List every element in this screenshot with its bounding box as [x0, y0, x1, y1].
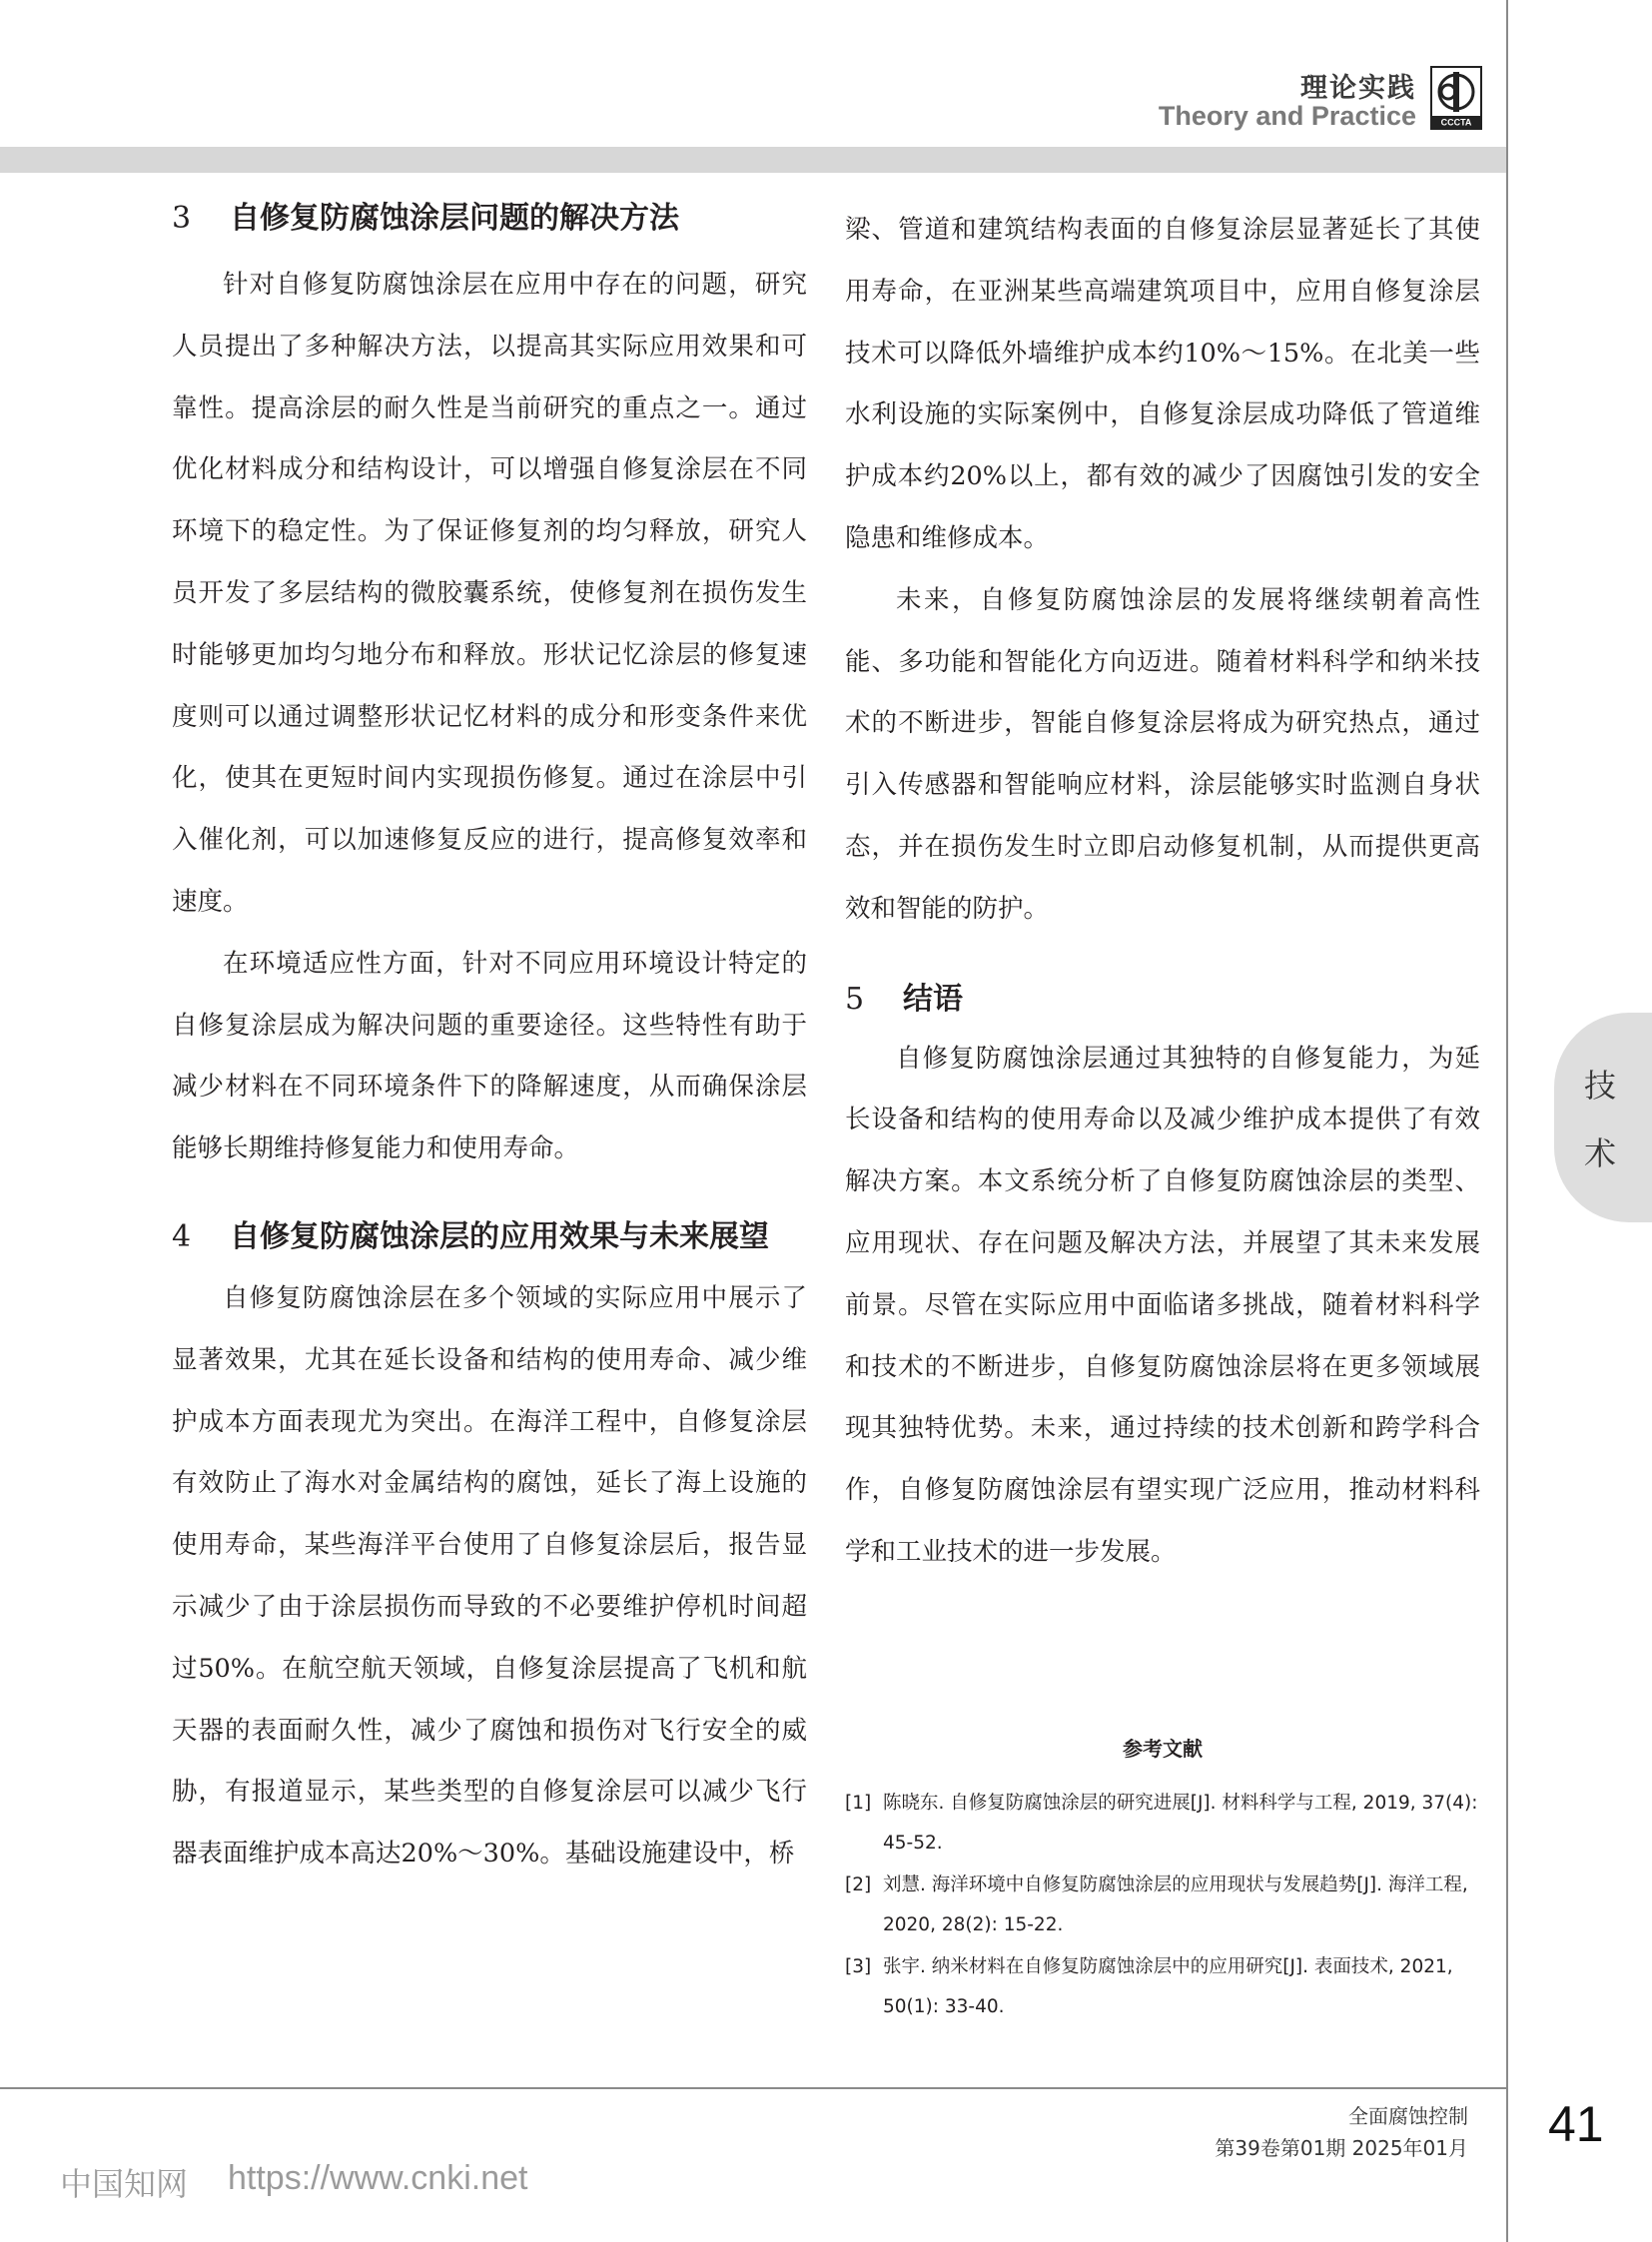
side-tab-char: 术 — [1584, 1134, 1617, 1172]
section-3-heading — [172, 200, 807, 238]
side-tab-char: 技 — [1584, 1067, 1617, 1105]
section-4-continuation: 梁、管道和建筑结构表面的自修复涂层显著延长了其使用寿命，在亚洲某些高端建筑项目中，应用自修复涂层技术可以降低外墙维护成本约10%～15%。在北美一些水利设施的实际案例中，自修复涂层成功降低了管道维护成本约20%以上，都有效的减少了因腐蚀引发的安全隐患和维修成本。 — [845, 215, 1480, 553]
section-3-paragraph-1: 针对自修复防腐蚀涂层在应用中存在的问题，研究人员提出了多种解决方法，以提高其实际应用效果和可靠性。提高涂层的耐久性是当前研究的重点之一。通过优化材料成分和结构设计，可以增强自修复涂层在不同环境下的稳定性。为了保证修复剂的均匀释放，研究人员开发了多层结构的微胶囊系统，使修复剂在损伤发生时能够更加均匀地分布和释放。形状记忆涂层的修复速度则可以通过调整形状记忆材料的成分和形变条件来优化，使其在更短时间内实现损伤修复。通过在涂层中引入催化剂，可以加速修复反应的进行，提高修复效率和速度。 — [172, 270, 807, 917]
header-band — [0, 147, 1506, 173]
reference-item — [845, 1784, 1480, 1864]
section-4-paragraph: 自修复防腐蚀涂层在多个领域的实际应用中展示了显著效果，尤其在延长设备和结构的使用寿命、减少维护成本方面表现尤为突出。在海洋工程中，自修复涂层有效防止了海水对金属结构的腐蚀，延长了海上设施的使用寿命，某些海洋平台使用了自修复涂层后，报告显示减少了由于涂层损伤而导致的不必要维护停机时间超过50%。在航空航天领域，自修复涂层提高了飞机和航天器的表面耐久性，减少了腐蚀和损伤对飞行安全的威胁，有报道显示，某些类型的自修复涂层可以减少飞行器表面维护成本高达20%～30%。基础设施建设中，桥 — [172, 1282, 807, 1869]
footer-rule — [0, 2087, 1506, 2089]
references-title: 参考文献 — [1123, 1737, 1203, 1761]
section-title: 自修复防腐蚀涂层问题的解决方法 — [230, 201, 679, 236]
section-side-tab — [1554, 1013, 1652, 1222]
section-number: 4 — [172, 1218, 192, 1254]
header-title-cn: 理论实践 — [1300, 73, 1416, 104]
reference-text: 刘慧. 海洋环境中自修复防腐蚀涂层的应用现状与发展趋势[J]. 海洋工程, 2020, 28(2): 15-22. — [883, 1874, 1468, 1935]
right-margin-rule — [1506, 0, 1508, 2242]
reference-text: 张宇. 纳米材料在自修复防腐蚀涂层中的应用研究[J]. 表面技术, 2021, 50(1): 33-40. — [883, 1956, 1453, 2017]
left-column — [172, 200, 807, 1885]
svg-text:CCCTA: CCCTA — [1440, 117, 1472, 128]
watermark-cnki-name: 中国知网 — [60, 2165, 189, 2203]
section-title: 结语 — [903, 981, 963, 1017]
future-outlook-paragraph: 未来，自修复防腐蚀涂层的发展将继续朝着高性能、多功能和智能化方向迈进。随着材料科学和纳米技术的不断进步，智能自修复涂层将成为研究热点，通过引入传感器和智能响应材料，涂层能够实时监测自身状态，并在损伤发生时立即启动修复机制，从而提供更高效和智能的防护。 — [845, 584, 1480, 924]
section-number: 5 — [845, 981, 865, 1017]
reference-item — [845, 1866, 1480, 1945]
journal-logo — [1430, 66, 1482, 130]
reference-number: [1] — [845, 1793, 872, 1814]
reference-number: [2] — [845, 1874, 872, 1895]
header-title-en: Theory and Practice — [1158, 101, 1416, 131]
section-number: 3 — [172, 201, 192, 236]
section-5-heading — [845, 981, 1480, 1019]
section-title: 自修复防腐蚀涂层的应用效果与未来展望 — [230, 1218, 769, 1254]
watermark-url: https://www.cnki.net — [228, 2159, 528, 2197]
reference-item — [845, 1947, 1480, 2027]
footer-journal-name: 全面腐蚀控制 — [1348, 2104, 1468, 2128]
reference-number: [3] — [845, 1956, 872, 1977]
reference-text: 陈晓东. 自修复防腐蚀涂层的研究进展[J]. 材料科学与工程, 2019, 37(4): 45-52. — [883, 1793, 1478, 1854]
page-number: 41 — [1548, 2096, 1604, 2152]
references — [845, 1733, 1480, 2029]
section-3-paragraph-2: 在环境适应性方面，针对不同应用环境设计特定的自修复涂层成为解决问题的重要途径。这些特性有助于减少材料在不同环境条件下的降解速度，从而确保涂层能够长期维持修复能力和使用寿命。 — [172, 948, 807, 1164]
right-column — [845, 200, 1480, 1584]
section-4-heading — [172, 1218, 807, 1256]
conclusion-paragraph: 自修复防腐蚀涂层通过其独特的自修复能力，为延长设备和结构的使用寿命以及减少维护成本提供了有效解决方案。本文系统分析了自修复防腐蚀涂层的类型、应用现状、存在问题及解决方法，并展望了其未来发展前景。尽管在实际应用中面临诸多挑战，随着材料科学和技术的不断进步，自修复防腐蚀涂层将在更多领域展现其独特优势。未来，通过持续的技术创新和跨学科合作，自修复防腐蚀涂层有望实现广泛应用，推动材料科学和工业技术的进一步发展。 — [845, 1043, 1480, 1567]
footer-issue-info: 第39卷第01期 2025年01月 — [1215, 2136, 1468, 2160]
